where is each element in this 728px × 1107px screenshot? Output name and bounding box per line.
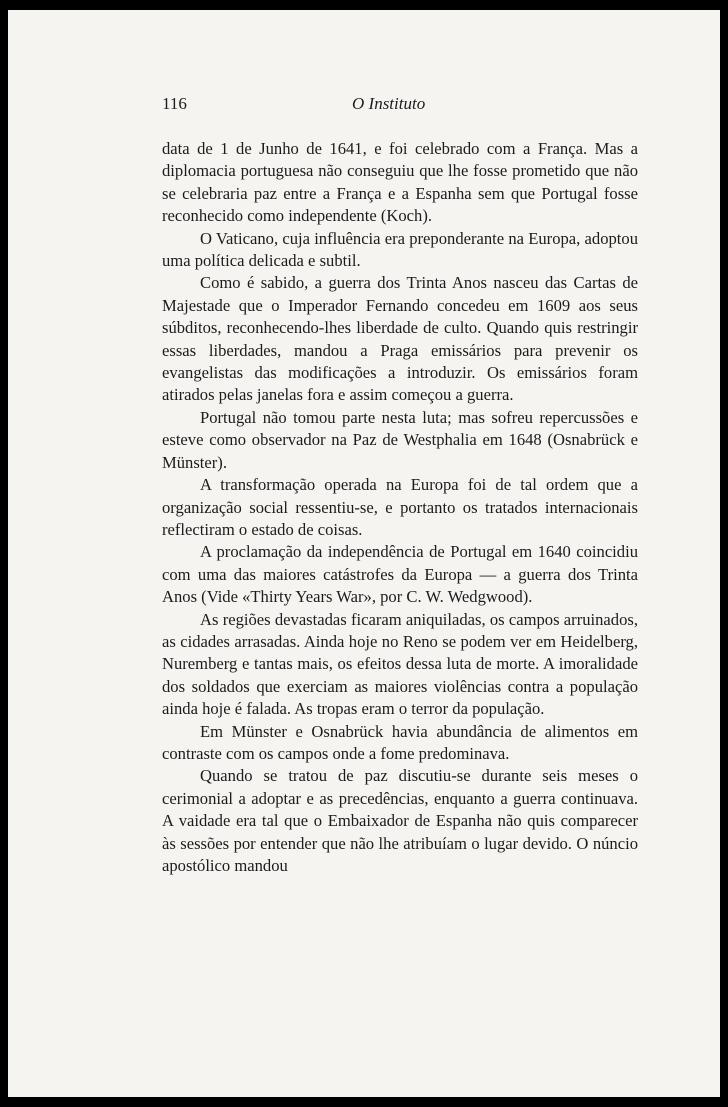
- paragraph: A transformação operada na Europa foi de tal ordem que a organização social ressentiu-se, e portanto os tratados internacionais reflectiram o estado de coisas.: [162, 475, 638, 539]
- book-page: [8, 10, 720, 1097]
- page-number: 116: [162, 94, 187, 113]
- paragraph: Em Münster e Osnabrück havia abundância de alimentos em contraste com os campos onde a fome predominava.: [162, 721, 638, 763]
- running-title: O Instituto: [352, 94, 426, 113]
- paragraph: A proclamação da independência de Portugal em 1640 coincidiu com uma das maiores catástrofes da Europa — a guerra dos Trinta Anos (Vide «Thirty Years War», por C. W. Wedgwood).: [162, 542, 638, 607]
- paragraph: Quando se tratou de paz discutiu-se durante seis meses o cerimonial a adoptar e as precedências, enquanto a guerra continuava. A vaidade era tal que o Embaixador de Espanha não quis comparecer às sessões por entender que não lhe atribuíam o lugar devido. O núncio apostólico mandou: [162, 766, 638, 875]
- paragraph: O Vaticano, cuja influência era preponderante na Europa, adoptou uma política delicada e subtil.: [162, 228, 638, 271]
- body-text: [162, 138, 638, 877]
- paragraph: Portugal não tomou parte nesta luta; mas sofreu repercussões e esteve como observador na Paz de Westphalia em 1648 (Osnabrück e Münster).: [162, 407, 638, 472]
- paragraph: As regiões devastadas ficaram aniquiladas, os campos arruinados, as cidades arrasadas. Ainda hoje no Reno se podem ver em Heidelberg, Nuremberg e tantas mais, os efeitos dessa luta de morte. A imoralidade dos soldados que exerciam as maiores violências contra a população ainda hoje é falada. As tropas eram o terror da população.: [162, 609, 638, 719]
- paragraph: data de 1 de Junho de 1641, e foi celebrado com a França. Mas a diplomacia portuguesa não conseguiu que lhe fosse prometido que não se celebraria paz entre a França e a Espanha sem que Portugal fosse reconhecido como independente (Koch).: [162, 139, 638, 226]
- paragraph: Como é sabido, a guerra dos Trinta Anos nasceu das Cartas de Majestade que o Imperador Fernando concedeu em 1609 aos seus súbditos, reconhecendo-lhes liberdade de culto. Quando quis restringir essas liberdades, mandou a Praga emissários para prevenir os evangelistas das modificações a introduzir. Os emissários foram atirados pelas janelas fora e assim começou a guerra.: [162, 273, 638, 405]
- page-header: [162, 94, 638, 118]
